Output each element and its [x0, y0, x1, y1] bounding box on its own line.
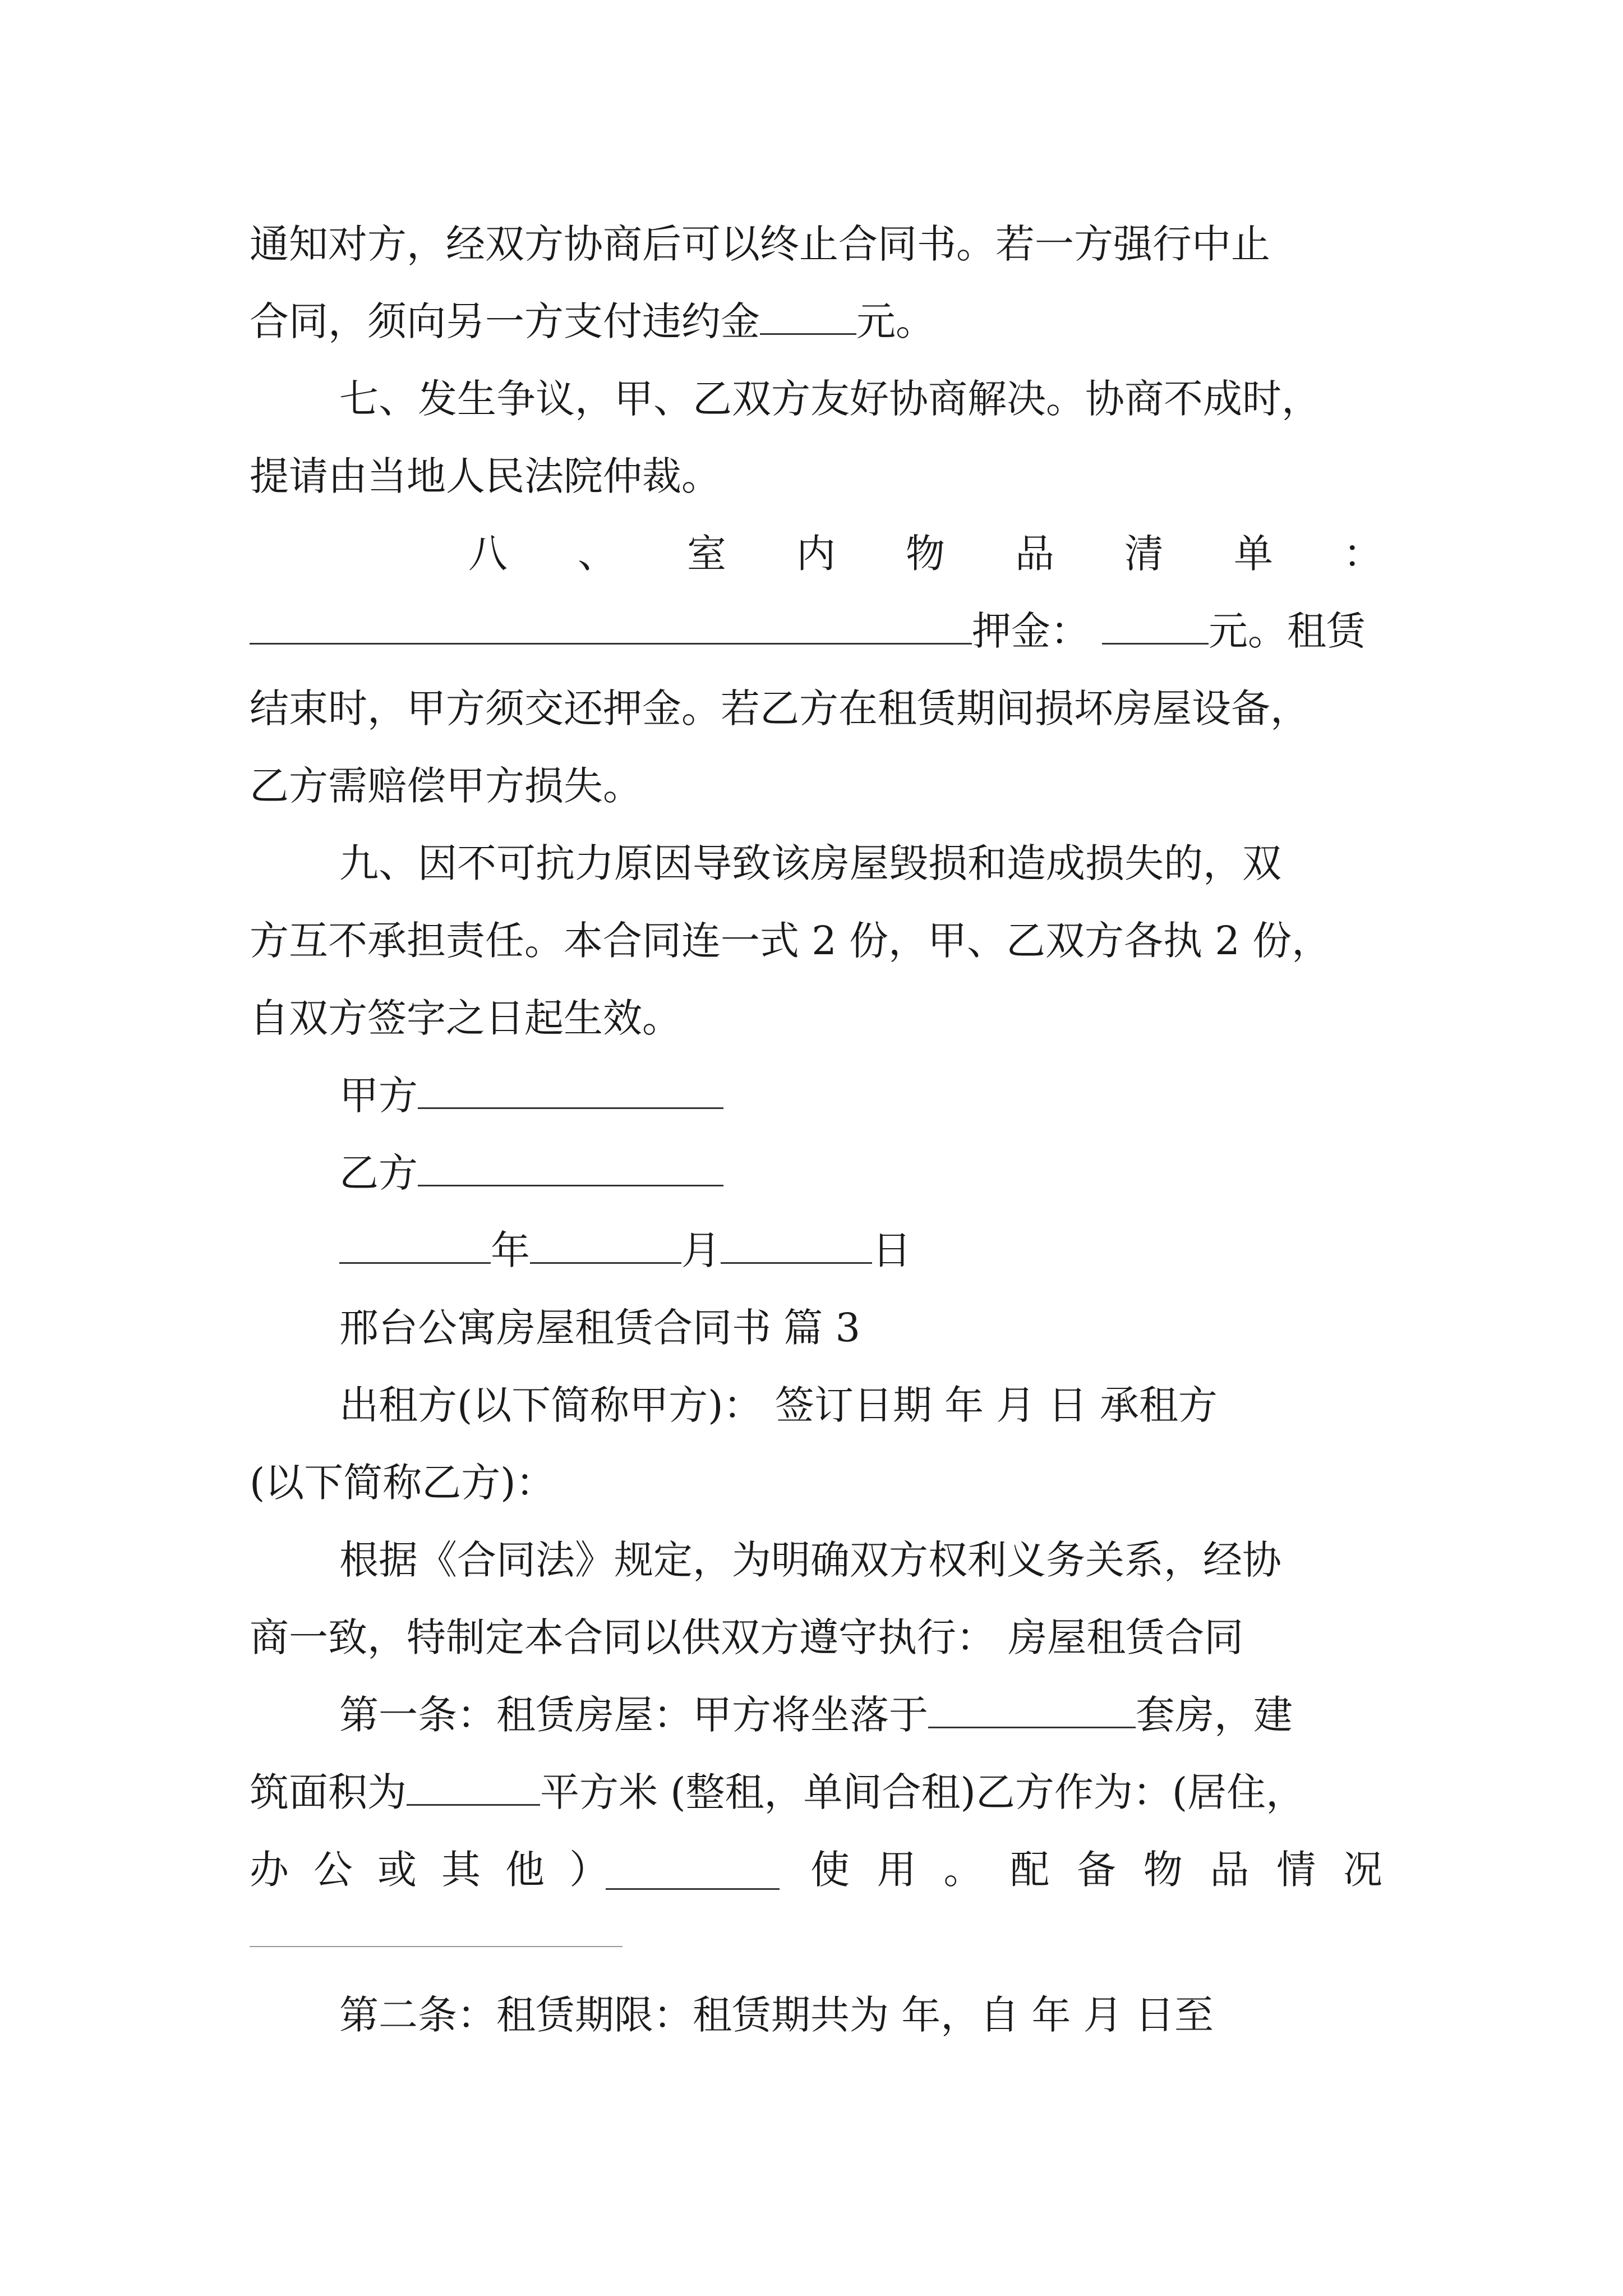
day-blank[interactable] — [721, 1225, 872, 1264]
article-one-line — [339, 1684, 1382, 1746]
paragraph-line — [250, 1761, 1382, 1823]
text: 物 — [906, 531, 945, 577]
text: 他 — [505, 1847, 545, 1893]
text: 内 — [796, 531, 836, 577]
text: 乙方需赔偿甲方损失。 — [250, 763, 642, 809]
party-b-signature-blank[interactable] — [418, 1148, 723, 1186]
usage-blank[interactable] — [606, 1851, 780, 1890]
paragraph-line — [250, 1607, 1382, 1668]
paragraph-line — [339, 1374, 1382, 1436]
paragraph-line — [250, 987, 1382, 1049]
item-list-blank[interactable] — [250, 606, 972, 645]
text: 备 — [1077, 1847, 1116, 1893]
text: ： — [1343, 531, 1382, 577]
clause-nine-line — [339, 832, 1382, 894]
text: ） — [569, 1847, 608, 1893]
day-label: 日 — [872, 1227, 911, 1273]
date-line — [339, 1220, 1382, 1281]
text: 合同，须向另一方支付违约金 — [250, 298, 760, 344]
text: 用 — [877, 1847, 916, 1893]
text: 平方米 (整租，单间合租)乙方作为：(居住， — [540, 1769, 1306, 1815]
text: 商一致，特制定本合同以供双方遵守执行： 房屋租赁合同 — [250, 1614, 1244, 1660]
text: 第二条：租赁期限：租赁期共为 年，自 年 月 日至 — [339, 1992, 1214, 2038]
text: 配 — [1010, 1847, 1050, 1893]
clause-seven-line — [339, 368, 1382, 430]
party-a-signature-line — [339, 1065, 1382, 1126]
spread-group — [250, 1839, 608, 1901]
text: 第一条：租赁房屋：甲方将坐落于 — [339, 1692, 928, 1738]
text: 元。 — [856, 298, 935, 344]
text: 筑面积为 — [250, 1769, 407, 1815]
text: 自双方签字之日起生效。 — [250, 995, 681, 1041]
deposit-amount-blank[interactable] — [1102, 606, 1209, 645]
paragraph-line — [250, 678, 1382, 739]
party-a-label: 甲方 — [339, 1073, 418, 1119]
text: 方互不承担责任。本合同连一式 2 份，甲、乙双方各执 2 份， — [250, 918, 1331, 964]
area-blank[interactable] — [407, 1767, 540, 1806]
text: 办 — [250, 1847, 289, 1893]
text: 押金： — [972, 608, 1090, 654]
text: (以下简称乙方)： — [250, 1460, 555, 1506]
paragraph-line — [339, 1529, 1382, 1591]
footnote-divider — [250, 1946, 623, 1947]
paragraph-line — [250, 1839, 1382, 1901]
text: 邢台公寓房屋租赁合同书 篇 3 — [339, 1305, 861, 1351]
text: 清 — [1124, 531, 1164, 577]
paragraph-line — [250, 755, 1382, 817]
month-blank[interactable] — [530, 1225, 681, 1264]
spread-group — [810, 1839, 1382, 1901]
clause-eight-heading — [468, 523, 1382, 585]
text: 九、因不可抗力原因导致该房屋毁损和造成损失的，双 — [339, 840, 1281, 886]
text: 八 — [468, 531, 508, 577]
text: 单 — [1234, 531, 1273, 577]
year-label: 年 — [491, 1227, 530, 1273]
text: 七、发生争议，甲、乙双方友好协商解决。协商不成时， — [339, 376, 1321, 422]
text: 提请由当地人民法院仲裁。 — [250, 453, 721, 499]
text: 出租方(以下简称甲方)： 签订日期 年 月 日 承租方 — [339, 1382, 1218, 1428]
year-blank[interactable] — [339, 1225, 491, 1264]
paragraph-line — [250, 600, 1382, 662]
text: 室 — [687, 531, 726, 577]
text: 根据《合同法》规定，为明确双方权利义务关系，经协 — [339, 1537, 1281, 1583]
month-label: 月 — [681, 1227, 721, 1273]
text: 通知对方，经双方协商后可以终止合同书。若一方强行中止 — [250, 221, 1270, 267]
penalty-amount-blank[interactable] — [760, 296, 856, 335]
text: 结束时，甲方须交还押金。若乙方在租赁期间损坏房屋设备， — [250, 685, 1310, 731]
text: 元。租赁 — [1209, 608, 1366, 654]
text: 物 — [1143, 1847, 1183, 1893]
paragraph-line — [250, 213, 1382, 275]
text: 或 — [377, 1847, 417, 1893]
text: 情 — [1276, 1847, 1316, 1893]
paragraph-line — [250, 445, 1382, 507]
text: 公 — [313, 1847, 353, 1893]
text: 、 — [578, 531, 617, 577]
section-title — [339, 1297, 1382, 1359]
text: 套房，建 — [1136, 1692, 1293, 1738]
party-a-signature-blank[interactable] — [418, 1070, 723, 1109]
text: 品 — [1015, 531, 1054, 577]
text: 况 — [1343, 1847, 1382, 1893]
text: 。 — [943, 1847, 983, 1893]
paragraph-line — [250, 1452, 1382, 1513]
paragraph-line — [250, 291, 1382, 352]
party-b-signature-line — [339, 1142, 1382, 1204]
text: 品 — [1210, 1847, 1249, 1893]
location-blank[interactable] — [928, 1690, 1136, 1728]
party-b-label: 乙方 — [339, 1150, 418, 1196]
text: 其 — [441, 1847, 481, 1893]
text: 使 — [810, 1847, 850, 1893]
paragraph-line — [250, 910, 1382, 972]
article-two-line — [339, 1984, 1382, 2046]
